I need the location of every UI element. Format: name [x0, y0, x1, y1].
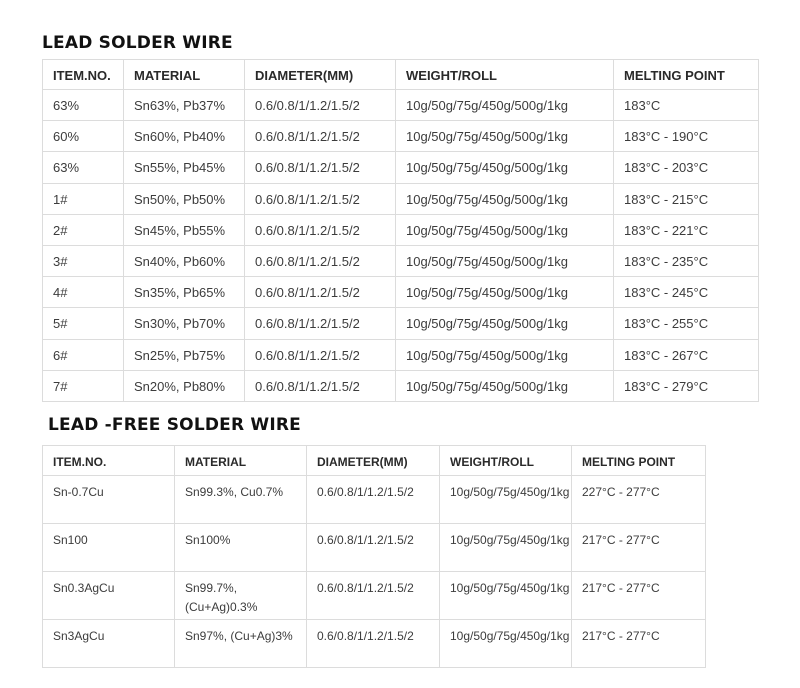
weight-roll-cell: 10g/50g/75g/450g/500g/1kg — [396, 277, 614, 308]
item-no-cell: 60% — [43, 121, 124, 152]
material-cell: Sn30%, Pb70% — [124, 308, 245, 339]
material-cell: Sn40%, Pb60% — [124, 245, 245, 276]
weight-roll-cell: 10g/50g/75g/450g/500g/1kg — [396, 308, 614, 339]
diameter-cell: 0.6/0.8/1/1.2/1.5/2 — [307, 620, 440, 668]
melting-point-cell: 183°C - 245°C — [614, 277, 759, 308]
melting-point-cell: 183°C - 235°C — [614, 245, 759, 276]
header-weight-roll: WEIGHT/ROLL — [396, 60, 614, 90]
table-row — [43, 370, 759, 401]
diameter-cell: 0.6/0.8/1/1.2/1.5/2 — [307, 476, 440, 524]
weight-roll-cell: 10g/50g/75g/450g/500g/1kg — [396, 245, 614, 276]
table-row — [43, 214, 759, 245]
table-row — [43, 121, 759, 152]
table-row — [43, 308, 759, 339]
diameter-cell: 0.6/0.8/1/1.2/1.5/2 — [245, 339, 396, 370]
lead-solder-wire-title: LEAD SOLDER WIRE — [42, 33, 233, 53]
material-cell: Sn99.7%, (Cu+Ag)0.3% — [175, 572, 307, 620]
table-row — [43, 572, 706, 620]
material-cell: Sn100% — [175, 524, 307, 572]
material-cell: Sn60%, Pb40% — [124, 121, 245, 152]
item-no-cell: 4# — [43, 277, 124, 308]
material-cell: Sn55%, Pb45% — [124, 152, 245, 183]
header-melting-point: MELTING POINT — [572, 446, 706, 476]
item-no-cell: 63% — [43, 152, 124, 183]
melting-point-cell: 183°C - 255°C — [614, 308, 759, 339]
item-no-cell: Sn100 — [43, 524, 175, 572]
header-item-no: ITEM.NO. — [43, 446, 175, 476]
diameter-cell: 0.6/0.8/1/1.2/1.5/2 — [245, 308, 396, 339]
table-row — [43, 339, 759, 370]
material-cell: Sn50%, Pb50% — [124, 183, 245, 214]
melting-point-cell: 183°C - 267°C — [614, 339, 759, 370]
item-no-cell: Sn0.3AgCu — [43, 572, 175, 620]
melting-point-cell: 217°C - 277°C — [572, 524, 706, 572]
item-no-cell: 7# — [43, 370, 124, 401]
weight-roll-cell: 10g/50g/75g/450g/1kg — [440, 524, 572, 572]
weight-roll-cell: 10g/50g/75g/450g/1kg — [440, 620, 572, 668]
item-no-cell: Sn3AgCu — [43, 620, 175, 668]
melting-point-cell: 217°C - 277°C — [572, 620, 706, 668]
melting-point-cell: 183°C - 190°C — [614, 121, 759, 152]
table-row — [43, 90, 759, 121]
diameter-cell: 0.6/0.8/1/1.2/1.5/2 — [245, 370, 396, 401]
diameter-cell: 0.6/0.8/1/1.2/1.5/2 — [245, 152, 396, 183]
weight-roll-cell: 10g/50g/75g/450g/500g/1kg — [396, 152, 614, 183]
diameter-cell: 0.6/0.8/1/1.2/1.5/2 — [307, 524, 440, 572]
melting-point-cell: 217°C - 277°C — [572, 572, 706, 620]
table-row — [43, 152, 759, 183]
table-header-row — [43, 446, 706, 476]
material-cell: Sn99.3%, Cu0.7% — [175, 476, 307, 524]
diameter-cell: 0.6/0.8/1/1.2/1.5/2 — [245, 90, 396, 121]
table-row — [43, 277, 759, 308]
melting-point-cell: 183°C — [614, 90, 759, 121]
table-row — [43, 476, 706, 524]
material-cell: Sn35%, Pb65% — [124, 277, 245, 308]
header-diameter: DIAMETER(MM) — [307, 446, 440, 476]
diameter-cell: 0.6/0.8/1/1.2/1.5/2 — [307, 572, 440, 620]
weight-roll-cell: 10g/50g/75g/450g/1kg — [440, 572, 572, 620]
material-cell: Sn25%, Pb75% — [124, 339, 245, 370]
material-cell: Sn20%, Pb80% — [124, 370, 245, 401]
weight-roll-cell: 10g/50g/75g/450g/500g/1kg — [396, 370, 614, 401]
diameter-cell: 0.6/0.8/1/1.2/1.5/2 — [245, 277, 396, 308]
item-no-cell: 1# — [43, 183, 124, 214]
table-row — [43, 245, 759, 276]
melting-point-cell: 183°C - 279°C — [614, 370, 759, 401]
lead-free-solder-wire-title: LEAD -FREE SOLDER WIRE — [48, 415, 301, 435]
header-item-no: ITEM.NO. — [43, 60, 124, 90]
material-cell: Sn63%, Pb37% — [124, 90, 245, 121]
weight-roll-cell: 10g/50g/75g/450g/500g/1kg — [396, 183, 614, 214]
diameter-cell: 0.6/0.8/1/1.2/1.5/2 — [245, 183, 396, 214]
melting-point-cell: 227°C - 277°C — [572, 476, 706, 524]
item-no-cell: 3# — [43, 245, 124, 276]
melting-point-cell: 183°C - 203°C — [614, 152, 759, 183]
weight-roll-cell: 10g/50g/75g/450g/1kg — [440, 476, 572, 524]
melting-point-cell: 183°C - 221°C — [614, 214, 759, 245]
weight-roll-cell: 10g/50g/75g/450g/500g/1kg — [396, 121, 614, 152]
header-material: MATERIAL — [175, 446, 307, 476]
table-header-row — [43, 60, 759, 90]
table-row — [43, 524, 706, 572]
header-material: MATERIAL — [124, 60, 245, 90]
header-diameter: DIAMETER(MM) — [245, 60, 396, 90]
diameter-cell: 0.6/0.8/1/1.2/1.5/2 — [245, 121, 396, 152]
material-cell: Sn45%, Pb55% — [124, 214, 245, 245]
weight-roll-cell: 10g/50g/75g/450g/500g/1kg — [396, 214, 614, 245]
header-melting-point: MELTING POINT — [614, 60, 759, 90]
item-no-cell: 5# — [43, 308, 124, 339]
diameter-cell: 0.6/0.8/1/1.2/1.5/2 — [245, 245, 396, 276]
table-row — [43, 620, 706, 668]
lead-free-solder-wire-table — [42, 445, 706, 668]
lead-solder-wire-table — [42, 59, 759, 402]
item-no-cell: 2# — [43, 214, 124, 245]
diameter-cell: 0.6/0.8/1/1.2/1.5/2 — [245, 214, 396, 245]
item-no-cell: 63% — [43, 90, 124, 121]
weight-roll-cell: 10g/50g/75g/450g/500g/1kg — [396, 339, 614, 370]
material-cell: Sn97%, (Cu+Ag)3% — [175, 620, 307, 668]
item-no-cell: Sn-0.7Cu — [43, 476, 175, 524]
item-no-cell: 6# — [43, 339, 124, 370]
table-row — [43, 183, 759, 214]
header-weight-roll: WEIGHT/ROLL — [440, 446, 572, 476]
melting-point-cell: 183°C - 215°C — [614, 183, 759, 214]
weight-roll-cell: 10g/50g/75g/450g/500g/1kg — [396, 90, 614, 121]
